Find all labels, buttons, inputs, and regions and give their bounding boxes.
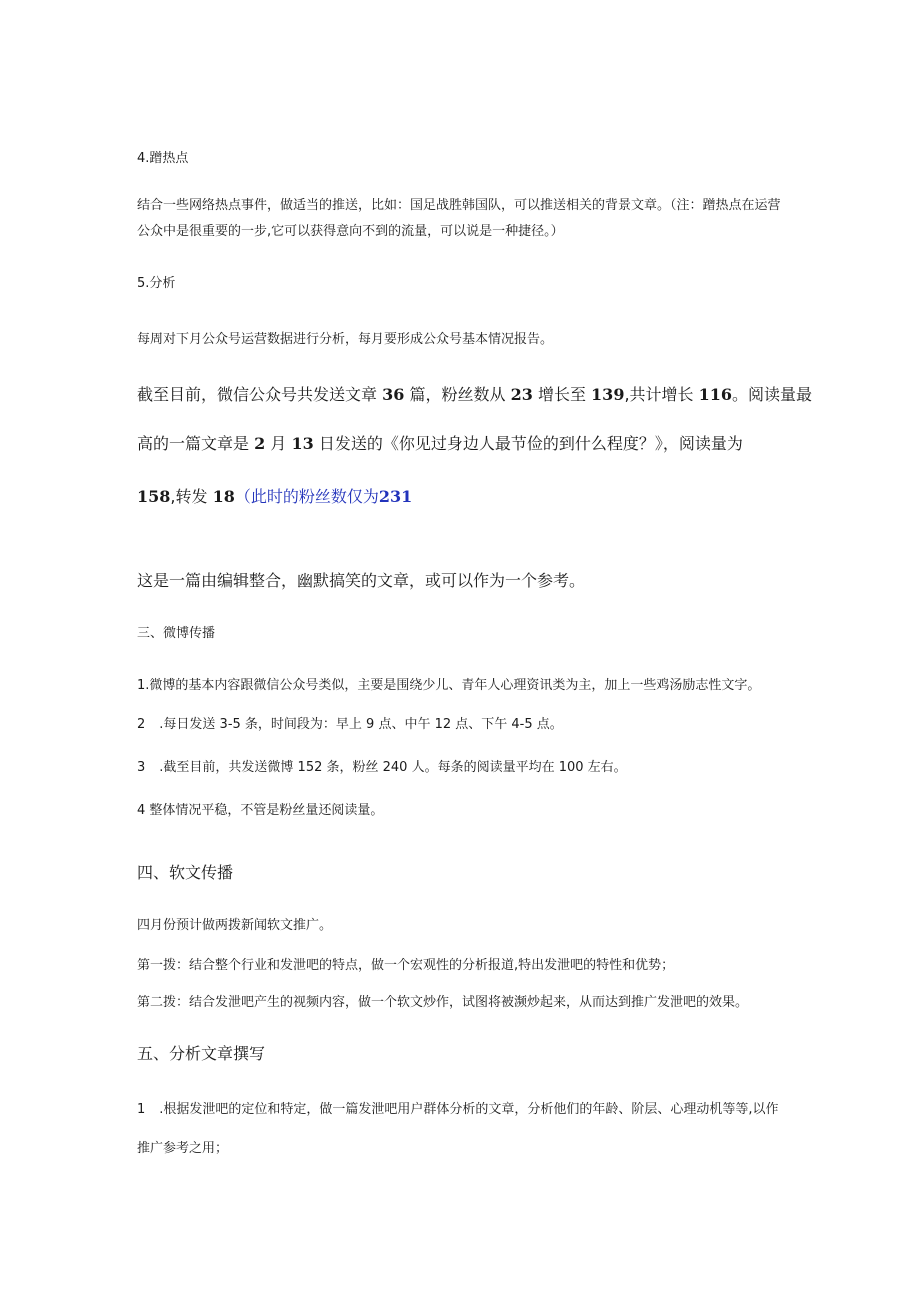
weibo-item-2: 2 .每日发送 3-5 条，时间段为：早上 9 点、中午 12 点、下午 4-5 点。 — [137, 717, 563, 732]
reference-note: 这是一篇由编辑整合，幽默搞笑的文章，或可以作为一个参考。 — [137, 571, 586, 590]
summary-line-2: 高的一篇文章是 2 月 13 日发送的《你见过身边人最节俭的到什么程度？》，阅读量为 — [137, 434, 743, 453]
weibo-item-3: 3 .截至目前，共发送微博 152 条，粉丝 240 人。每条的阅读量平均在 100 左右。 — [137, 760, 627, 775]
weibo-section-title: 三、微博传播 — [137, 626, 216, 641]
analysis-item-1-cont: 推广参考之用； — [137, 1141, 229, 1156]
soft-item-2: 第一拨：结合整个行业和发泄吧的特点，做一个宏观性的分析报道,特出发泄吧的特性和优势； — [137, 958, 675, 973]
summary-line-3: 158,转发 18（此时的粉丝数仅为231 — [137, 487, 413, 506]
section-5-title: 5.分析 — [137, 276, 176, 291]
soft-item-3: 第二拨：结合发泄吧产生的视频内容，做一个软文炒作，试图将被濒炒起来，从而达到推广发泄吧的效果。 — [137, 995, 749, 1010]
soft-item-1: 四月份预计做两拨新闻软文推广。 — [137, 918, 333, 933]
weibo-item-4: 4 整体情况平稳，不管是粉丝量还阅读量。 — [137, 803, 384, 818]
summary-line-1: 截至目前，微信公众号共发送文章 36 篇，粉丝数从 23 增长至 139,共计增长 116。阅读量最 — [137, 385, 813, 404]
section-4-title: 4.蹭热点 — [137, 151, 189, 166]
weibo-item-1: 1.微博的基本内容跟微信公众号类似，主要是围绕少儿、青年人心理资讯类为主，加上一些鸡汤励志性文字。 — [137, 678, 761, 693]
analysis-item-1: 1 .根据发泄吧的定位和特定，做一篇发泄吧用户群体分析的文章，分析他们的年龄、阶层、心理动机等等,以作 — [137, 1102, 779, 1117]
section-4-body: 结合一些网络热点事件，做适当的推送，比如：国足战胜韩国队，可以推送相关的背景文章。（注：蹭热点在运营公众中是很重要的一步,它可以获得意向不到的流量，可以说是一种捷径。） — [137, 198, 781, 239]
section-5-body: 每周对下月公众号运营数据进行分析，每月要形成公众号基本情况报告。 — [137, 332, 554, 347]
soft-section-title: 四、软文传播 — [137, 863, 234, 882]
analysis-section-title: 五、分析文章撰写 — [137, 1044, 266, 1063]
